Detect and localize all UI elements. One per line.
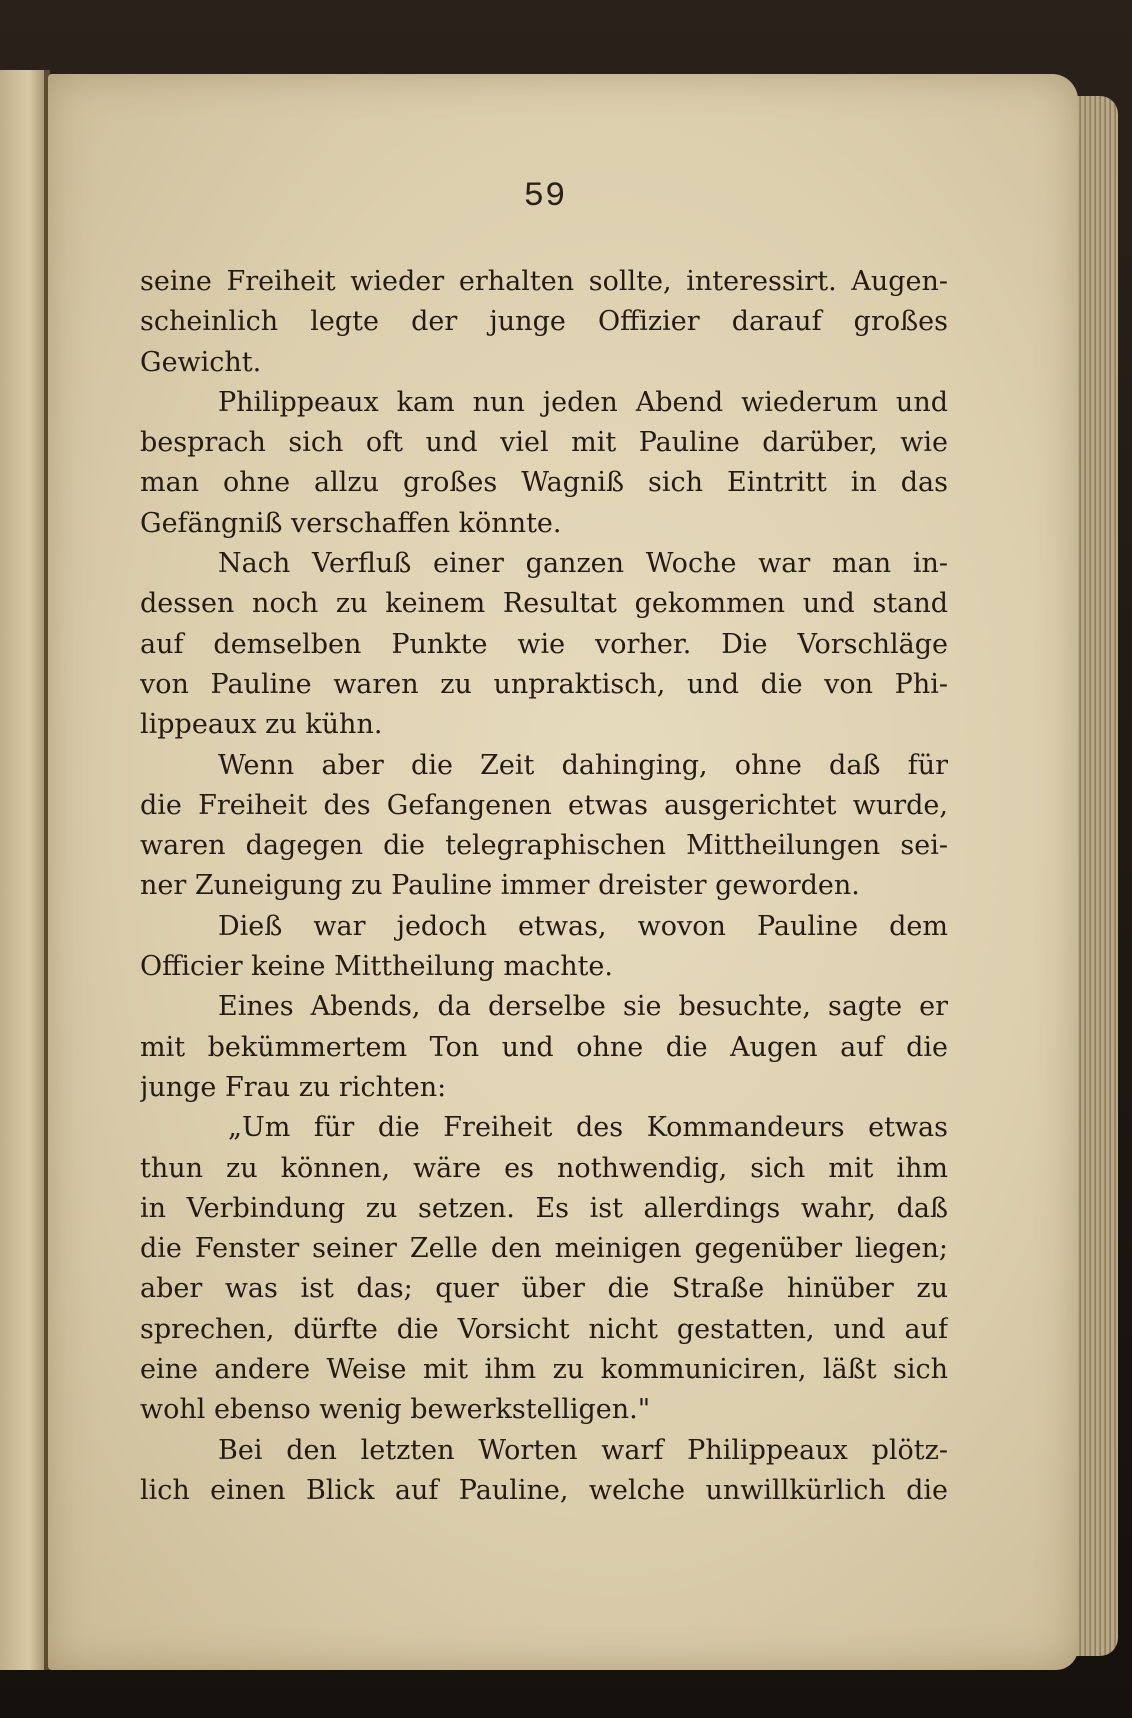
- text-line: man ohne allzu großes Wagniß sich Eintritt in das: [140, 467, 948, 499]
- page-number: 59: [523, 178, 567, 216]
- text-line: aber was ist das; quer über die Straße hinüber zu: [140, 1273, 948, 1305]
- text-line: seine Freiheit wieder erhalten sollte, interessirt. Augen-: [140, 266, 948, 297]
- text-line: lich einen Blick auf Pauline, welche unwillkürlich die: [140, 1474, 948, 1506]
- text-line: auf demselben Punkte wie vorher. Die Vorschläge: [140, 628, 948, 660]
- text-line: ner Zuneigung zu Pauline immer dreister geworden.: [140, 870, 860, 902]
- text-line: junge Frau zu richten:: [140, 1071, 447, 1103]
- text-line: Dieß war jedoch etwas, wovon Pauline dem: [218, 910, 948, 942]
- text-line: thun zu können, wäre es nothwendig, sich mit ihm: [140, 1152, 948, 1184]
- text-line: in Verbindung zu setzen. Es ist allerdings wahr, daß: [140, 1192, 948, 1224]
- text-line: scheinlich legte der junge Offizier darauf großes: [140, 306, 948, 338]
- text-line: Officier keine Mittheilung machte.: [140, 951, 613, 983]
- text-line: eine andere Weise mit ihm zu kommuniciren, läßt sich: [140, 1354, 948, 1386]
- text-line: lippeaux zu kühn.: [140, 709, 383, 741]
- text-line: Philippeaux kam nun jeden Abend wiederum und: [218, 386, 948, 418]
- text-line: Bei den letzten Worten warf Philippeaux plötz-: [218, 1434, 948, 1466]
- text-line: die Fenster seiner Zelle den meinigen gegenüber liegen;: [140, 1233, 948, 1265]
- text-line: wohl ebenso wenig bewerkstelligen.": [140, 1394, 651, 1426]
- text-line: Nach Verfluß einer ganzen Woche war man in-: [218, 548, 948, 580]
- text-line: Eines Abends, da derselbe sie besuchte, sagte er: [218, 991, 948, 1023]
- text-line: sprechen, dürfte die Vorsicht nicht gestatten, und auf: [140, 1313, 948, 1345]
- text-line: besprach sich oft und viel mit Pauline darüber, wie: [140, 427, 948, 459]
- text-line: dessen noch zu keinem Resultat gekommen und stand: [140, 588, 948, 620]
- text-line: die Freiheit des Gefangenen etwas ausgerichtet wurde,: [140, 789, 948, 821]
- text-line: Gewicht.: [140, 346, 262, 378]
- text-line: Wenn aber die Zeit dahinging, ohne daß für: [218, 749, 948, 781]
- text-line: Gefängniß verschaffen könnte.: [140, 507, 562, 539]
- text-line: waren dagegen die telegraphischen Mittheilungen sei-: [140, 830, 948, 862]
- text-line: „Um für die Freiheit des Kommandeurs etwas: [228, 1112, 948, 1144]
- text-line: mit bekümmertem Ton und ohne die Augen auf die: [140, 1031, 948, 1063]
- body-text: [140, 262, 948, 1511]
- text-line: von Pauline waren zu unpraktisch, und die von Phi-: [140, 668, 948, 700]
- previous-page-edge: [0, 70, 50, 1670]
